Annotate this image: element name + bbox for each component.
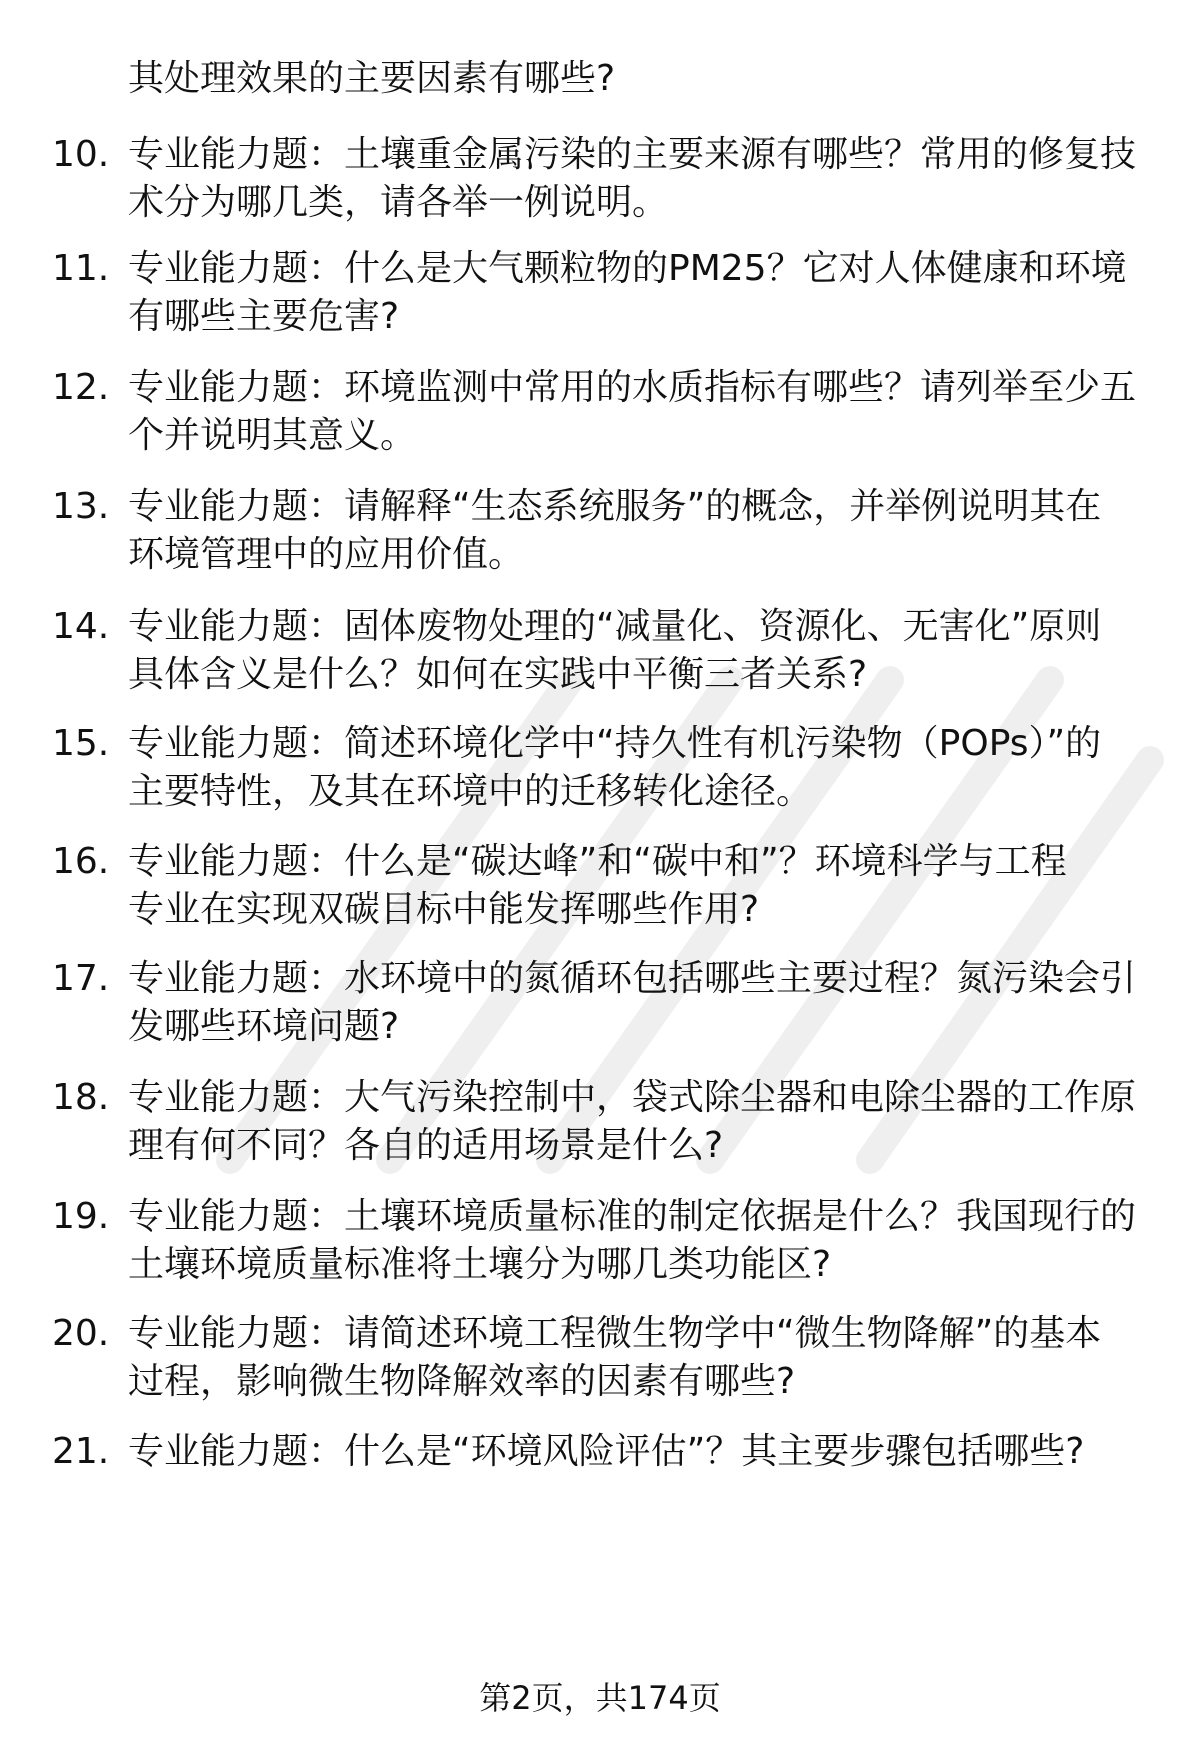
question-line: 主要特性，及其在环境中的迁移转化途径。 bbox=[128, 771, 813, 812]
question-line: 专业能力题：什么是“环境风险评估”？其主要步骤包括哪些? bbox=[128, 1431, 1085, 1472]
question-number: 16. bbox=[52, 841, 110, 882]
question-line: 专业能力题：请解释“生态系统服务”的概念，并举例说明其在 bbox=[128, 486, 1102, 527]
question-number: 10. bbox=[52, 134, 110, 175]
question-line: 个并说明其意义。 bbox=[128, 415, 417, 456]
question-line: 专业能力题：大气污染控制中，袋式除尘器和电除尘器的工作原 bbox=[128, 1077, 1137, 1118]
question-line: 专业能力题：什么是大气颗粒物的PM25？它对人体健康和环境 bbox=[128, 248, 1127, 289]
question-line: 理有何不同？各自的适用场景是什么? bbox=[128, 1125, 724, 1166]
question-number: 15. bbox=[52, 723, 110, 764]
question-line: 专业在实现双碳目标中能发挥哪些作用? bbox=[128, 889, 760, 930]
question-line: 环境管理中的应用价值。 bbox=[128, 534, 525, 575]
question-line: 有哪些主要危害? bbox=[128, 296, 400, 337]
question-line: 土壤环境质量标准将土壤分为哪几类功能区? bbox=[128, 1244, 832, 1285]
question-line: 发哪些环境问题? bbox=[128, 1006, 400, 1047]
question-number: 19. bbox=[52, 1196, 110, 1237]
question-line: 专业能力题：水环境中的氮循环包括哪些主要过程？氮污染会引 bbox=[128, 958, 1137, 999]
question-line: 专业能力题：固体废物处理的“减量化、资源化、无害化”原则 bbox=[128, 606, 1102, 647]
question-line: 专业能力题：土壤重金属污染的主要来源有哪些？常用的修复技 bbox=[128, 134, 1137, 175]
question-line: 专业能力题：请简述环境工程微生物学中“微生物降解”的基本 bbox=[128, 1313, 1102, 1354]
question-number: 14. bbox=[52, 606, 110, 647]
question-number: 17. bbox=[52, 958, 110, 999]
question-number: 18. bbox=[52, 1077, 110, 1118]
question-number: 12. bbox=[52, 367, 110, 408]
question-number: 13. bbox=[52, 486, 110, 527]
question-number: 11. bbox=[52, 248, 110, 289]
question-line: 具体含义是什么？如何在实践中平衡三者关系? bbox=[128, 654, 868, 695]
question-line: 专业能力题：土壤环境质量标准的制定依据是什么？我国现行的 bbox=[128, 1196, 1137, 1237]
question-line: 专业能力题：简述环境化学中“持久性有机污染物（POPs）”的 bbox=[128, 723, 1102, 764]
question-line: 专业能力题：什么是“碳达峰”和“碳中和”？环境科学与工程 bbox=[128, 841, 1067, 882]
question-line: 术分为哪几类，请各举一例说明。 bbox=[128, 182, 669, 223]
question-line: 过程，影响微生物降解效率的因素有哪些? bbox=[128, 1361, 796, 1402]
question-number: 21. bbox=[52, 1431, 110, 1472]
question-line: 专业能力题：环境监测中常用的水质指标有哪些？请列举至少五 bbox=[128, 367, 1137, 408]
question-number: 20. bbox=[52, 1313, 110, 1354]
page-footer: 第2页，共174页 bbox=[479, 1679, 721, 1717]
continuation-text: 其处理效果的主要因素有哪些? bbox=[128, 58, 616, 99]
